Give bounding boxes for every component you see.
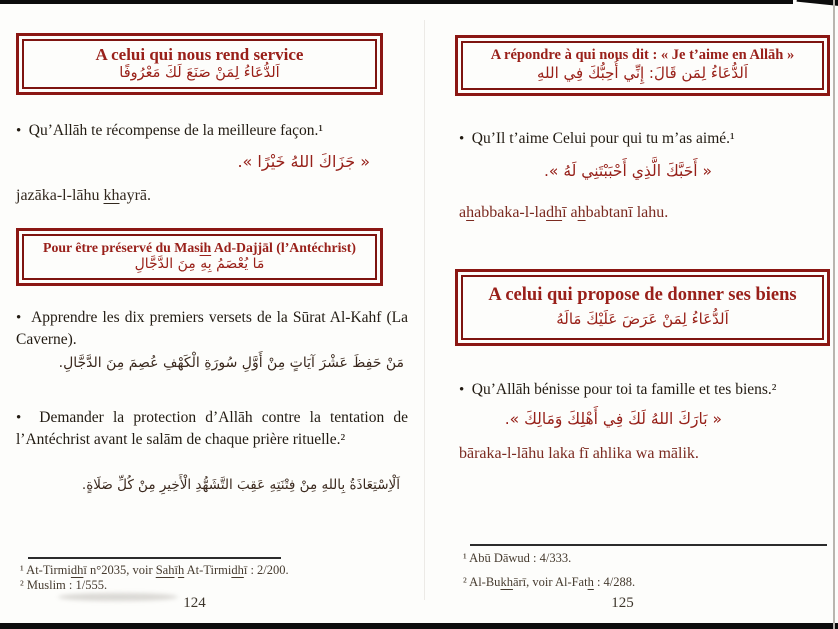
transliteration-ahabbaka: ahabbaka-l-ladhī ahbabtanī lahu. <box>459 204 669 221</box>
page-gutter-fold <box>424 20 425 600</box>
transliteration-baraka: bāraka-l-lāhu laka fī ahlika wa mālik. <box>459 445 699 462</box>
bullet-recompense: • Qu’Allāh te récompense de la meilleure façon.¹ <box>16 120 408 142</box>
page-left <box>16 0 408 629</box>
bullet-aime: • Qu’Il t’aime Celui pour qui tu m’as aimé.¹ <box>459 128 827 150</box>
footnote-1: ¹ At-Tirmidhī n°2035, voir Sahīh At-Tirmidhī : 2/200. <box>20 563 289 577</box>
box-arabic: اَلدُّعَاءُ لِمَنْ صَنَعَ لَكَ مَعْرُوفًا <box>119 65 280 81</box>
footnote-rule <box>470 544 827 546</box>
box-title: A celui qui nous rend service <box>95 45 304 64</box>
box-title: Pour être préservé du Masih Ad-Dajjāl (l’Antéchrist) <box>43 240 356 255</box>
bullet-protection: • Demander la protection d’Allāh contre la tentation de l’Antéchrist avant le salām de chaque prière rituelle.² <box>16 407 408 450</box>
box-arabic: اَلدُّعَاءُ لِمَنْ عَرَضَ عَلَيْكَ مَالَهُ <box>556 310 729 328</box>
box-title: A celui qui propose de donner ses biens <box>488 285 797 305</box>
page-right <box>455 0 830 629</box>
footnote-2: ² Muslim : 1/555. <box>20 578 108 592</box>
box-arabic: اَلدُّعَاءُ لِمَن قَالَ: إِنِّي أُحِبُّكَ فِي اللهِ <box>536 64 749 82</box>
arabic-hadith-istiadha: اَلْاِسْتِعَاذَةُ بِاللهِ مِنْ فِتْنَتِهِ عَقِبَ التَّشَهُّدِ الْأَخِيرِ مِنْ كُلِّ صَلَاةٍ. <box>81 477 400 493</box>
arabic-quote-baraka: « بَارَكَ اللهُ لَكَ فِي أَهْلِكَ وَمَالِكَ ». <box>504 410 722 428</box>
footnote-1: ¹ Abū Dāwud : 4/333. <box>463 551 572 565</box>
dua-box-dajjal <box>16 228 383 286</box>
scan-edge-right <box>833 0 835 629</box>
bullet-benisse: • Qu’Allāh bénisse pour toi ta famille et tes biens.² <box>459 379 827 401</box>
box-title: A répondre à qui nous dit : « Je t’aime en Allāh » <box>490 47 795 63</box>
transliteration-jazaka: jazāka-l-lāhu khayrā. <box>16 187 152 204</box>
footnote-rule <box>28 557 281 559</box>
page-number: 124 <box>183 595 206 611</box>
arabic-hadith-kahf: مَنْ حَفِظَ عَشْرَ آيَاتٍ مِنْ أَوَّلِ سُورَةِ الْكَهْفِ عُصِمَ مِنَ الدَّجَّالِ. <box>58 355 404 371</box>
arabic-quote-ahabbaka: « أَحَبَّكَ الَّذِي أَحْبَبْتَنِي لَهُ ». <box>543 162 712 180</box>
page-number: 125 <box>611 595 634 611</box>
dua-box-service <box>16 33 383 95</box>
bullet-kahf: • Apprendre les dix premiers versets de la Sūrat Al-Kahf (La Caverne). <box>16 307 408 350</box>
dua-box-aime-en-allah <box>455 35 830 96</box>
dua-box-biens <box>455 269 830 346</box>
footnote-2: ² Al-Bukhārī, voir Al-Fath : 4/288. <box>463 575 636 589</box>
arabic-quote-jazaka: « جَزَاكَ اللهُ خَيْرًا ». <box>237 152 370 171</box>
box-arabic: مَا يُعْصَمُ بِهِ مِنَ الدَّجَّالِ <box>134 256 265 272</box>
